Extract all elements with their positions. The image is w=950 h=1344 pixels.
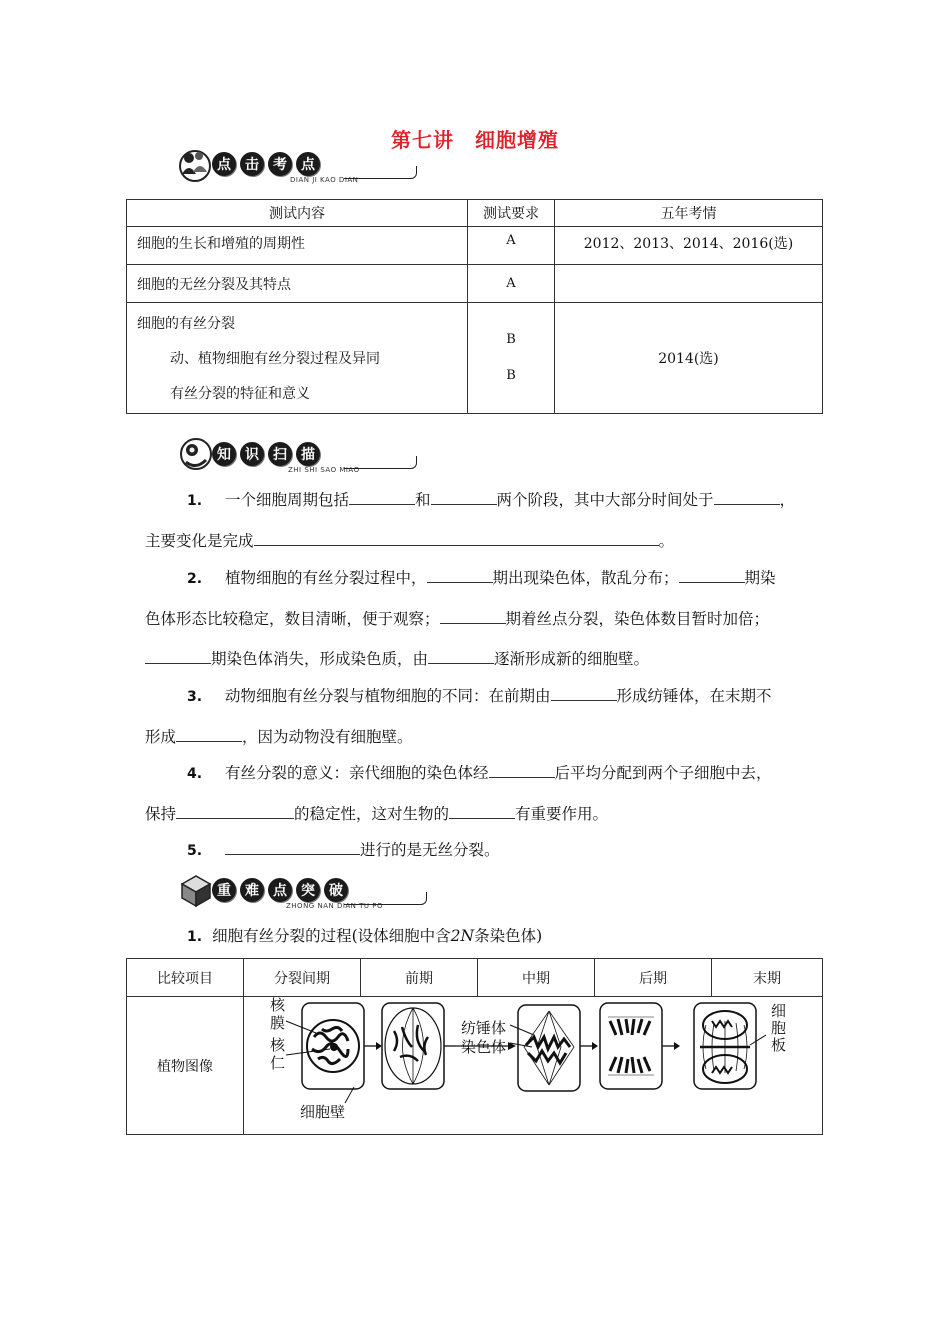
- banner-zhongnan-char: 突: [296, 878, 320, 902]
- label-cell-wall: 细胞壁: [300, 1103, 346, 1121]
- row-label-plant-image: 植物图像: [127, 997, 244, 1135]
- anaphase-cell: [600, 1003, 662, 1089]
- row1-req: A: [468, 227, 555, 265]
- banner-zhishi: [178, 436, 418, 482]
- blank[interactable]: [427, 564, 493, 583]
- banner-kaodian: [178, 146, 418, 192]
- telophase-cell: [694, 1003, 756, 1089]
- blank[interactable]: [176, 800, 294, 819]
- banner-zhongnan-char: 重: [212, 878, 236, 902]
- row3-title: 细胞的有丝分裂: [137, 316, 235, 332]
- row3-sub1: 动、植物细胞有丝分裂过程及异同: [170, 351, 380, 367]
- label-nucleolus-text: 核 仁: [270, 1036, 286, 1072]
- knowledge-item-5: 5. 进行的是无丝分裂。: [145, 830, 810, 871]
- row2-req: A: [468, 265, 555, 303]
- banner-zhongnan-char: 点: [268, 878, 292, 902]
- blank[interactable]: [714, 486, 780, 505]
- row3-req: [468, 303, 555, 414]
- banner-zhongnan: [178, 872, 428, 918]
- row3-sub2: 有丝分裂的特征和意义: [170, 386, 310, 402]
- blank[interactable]: [489, 759, 555, 778]
- blank[interactable]: [551, 682, 617, 701]
- banner-zhongnan-pinyin: ZHONG NAN DIAN TU PO: [286, 902, 384, 910]
- label-nuclear-membrane-text: 核 膜: [270, 996, 286, 1032]
- row3-req2: B: [506, 368, 516, 383]
- row1-years: 2012、2013、2014、2016(选): [555, 227, 823, 265]
- knowledge-item-2: 2. 植物细胞的有丝分裂过程中， 期出现染色体，散乱分布； 期染 色体形态比较稳定，数目清晰，便于观察； 期着丝点分裂，染色体数目暂时加倍； 期染色体消失，形成染色质，由 逐渐形成新的细胞壁。: [145, 558, 810, 679]
- metaphase-cell: [518, 1005, 580, 1091]
- banner-zhishi-pinyin: ZHI SHI SAO MIAO: [288, 466, 360, 474]
- banner-zhongnan-char: 难: [240, 878, 264, 902]
- blank[interactable]: [176, 723, 242, 742]
- row2-years: [555, 265, 823, 303]
- header-requirement: 测试要求: [468, 200, 555, 227]
- people-icon: [178, 146, 214, 182]
- banner-kaodian-char: 点: [296, 152, 320, 176]
- label-spindle: 纺锤体: [461, 1019, 507, 1037]
- row1-content: 细胞的生长和增殖的周期性: [127, 227, 468, 265]
- blank[interactable]: [449, 800, 515, 819]
- banner-kaodian-char: 考: [268, 152, 292, 176]
- blank[interactable]: [431, 486, 497, 505]
- banner-zhishi-char: 描: [296, 442, 320, 466]
- label-chromosome: 染色体: [461, 1038, 507, 1056]
- banner-zhishi-char: 扫: [268, 442, 292, 466]
- label-nuclear-membrane: [270, 996, 285, 1032]
- blank[interactable]: [225, 836, 360, 855]
- header-compare: 比较项目: [127, 959, 244, 997]
- header-years: 五年考情: [555, 200, 823, 227]
- exam-requirements-table: [126, 199, 823, 414]
- banner-zhongnan-char: 破: [324, 878, 348, 902]
- blank[interactable]: [679, 564, 745, 583]
- blank[interactable]: [254, 527, 659, 546]
- knowledge-item-3: 3. 动物细胞有丝分裂与植物细胞的不同：在前期由 形成纺锤体，在末期不 形成 ，因为动物没有细胞壁。: [145, 676, 810, 757]
- label-cell-plate: [771, 1003, 786, 1054]
- blank[interactable]: [349, 486, 415, 505]
- header-telophase: 末期: [712, 959, 823, 997]
- knowledge-item-1: 1. 一个细胞周期包括 和 两个阶段，其中大部分时间处于 ， 主要变化是完成 。: [145, 480, 810, 561]
- banner-kaodian-char: 点: [212, 152, 236, 176]
- header-prophase: 前期: [361, 959, 478, 997]
- row3-content: [127, 303, 468, 414]
- header-content: 测试内容: [127, 200, 468, 227]
- prophase-cell: [382, 1003, 444, 1089]
- label-cell-plate-text: 细 胞 板: [771, 1002, 787, 1054]
- row2-content: 细胞的无丝分裂及其特点: [127, 265, 468, 303]
- header-metaphase: 中期: [478, 959, 595, 997]
- header-anaphase: 后期: [595, 959, 712, 997]
- section-1-heading: 1. 细胞有丝分裂的过程(设体细胞中含2N条染色体): [187, 927, 543, 945]
- header-interphase: 分裂间期: [244, 959, 361, 997]
- banner-zhishi-char: 知: [212, 442, 236, 466]
- banner-kaodian-char: 击: [240, 152, 264, 176]
- cube-icon: [178, 872, 214, 908]
- banner-zhishi-char: 识: [240, 442, 264, 466]
- row3-years: 2014(选): [555, 303, 823, 414]
- blank[interactable]: [428, 645, 494, 664]
- blank[interactable]: [145, 645, 211, 664]
- row3-req1: B: [506, 332, 516, 347]
- interphase-cell: [302, 1003, 364, 1089]
- knowledge-icon: [178, 436, 214, 472]
- page-title: 第七讲 细胞增殖: [391, 128, 559, 152]
- blank[interactable]: [440, 605, 506, 624]
- banner-kaodian-pinyin: DIAN JI KAO DIAN: [290, 176, 359, 184]
- knowledge-item-4: 4. 有丝分裂的意义：亲代细胞的染色体经 后平均分配到两个子细胞中去， 保持 的稳定性，这对生物的 有重要作用。: [145, 753, 810, 834]
- label-nucleolus: [270, 1036, 285, 1072]
